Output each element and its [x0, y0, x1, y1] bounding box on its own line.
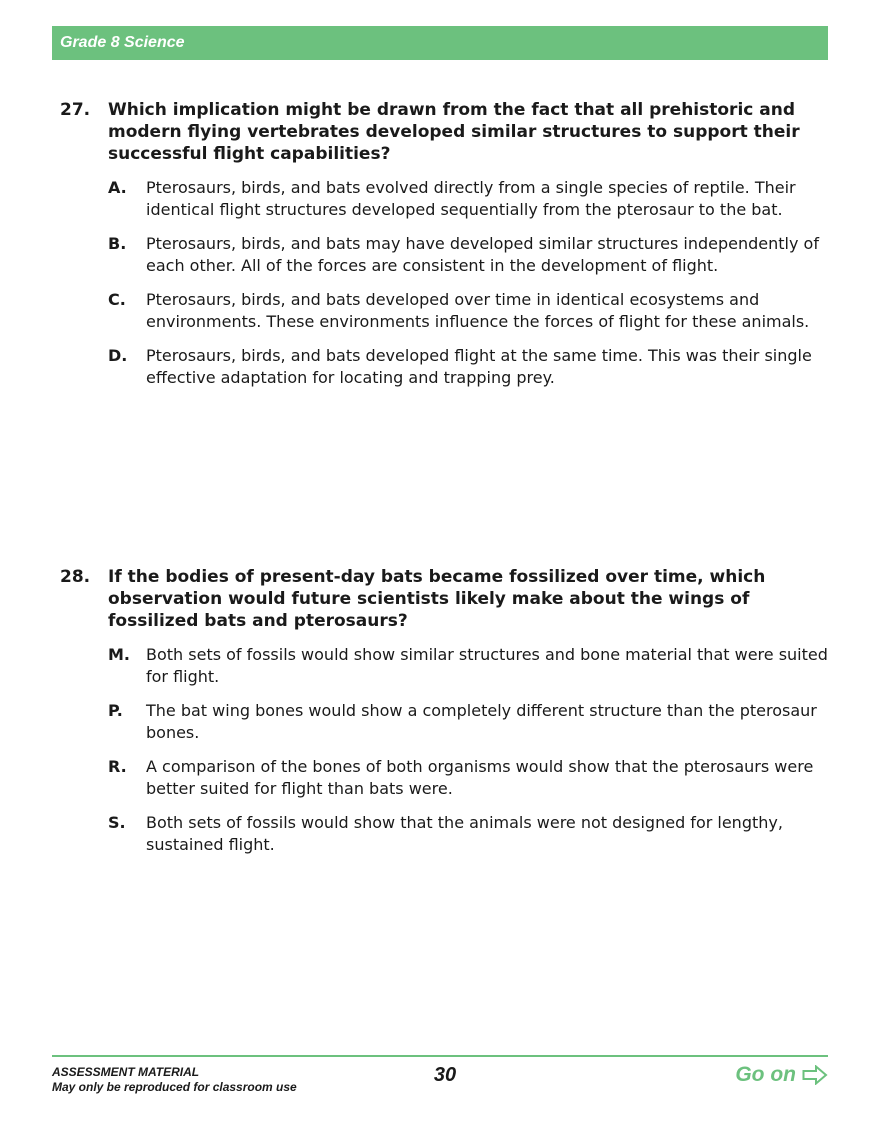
- answer-options: [108, 177, 830, 389]
- assessment-notice-line-1: ASSESSMENT MATERIAL: [52, 1065, 200, 1079]
- option-text: Pterosaurs, birds, and bats may have developed similar structures independently of each other. All of the forces are consistent in the development of flight.: [146, 234, 819, 275]
- option-text: Both sets of fossils would show similar structures and bone material that were suited for flight.: [146, 645, 828, 686]
- page-number: 30: [433, 1064, 457, 1086]
- option-text: A comparison of the bones of both organisms would show that the pterosaurs were better suited for flight than bats were.: [146, 757, 814, 798]
- question-28: [60, 566, 830, 868]
- option-letter: C.: [108, 290, 126, 309]
- question-27: [60, 99, 830, 401]
- answer-option-b[interactable]: [108, 233, 830, 277]
- answer-option-c[interactable]: [108, 289, 830, 333]
- option-text: Pterosaurs, birds, and bats developed flight at the same time. This was their single effective adaptation for locating and trapping prey.: [146, 346, 812, 387]
- option-letter: A.: [108, 178, 127, 197]
- answer-option-m[interactable]: [108, 644, 830, 688]
- answer-option-s[interactable]: [108, 812, 830, 856]
- assessment-notice-line-2: May only be reproduced for classroom use: [52, 1080, 297, 1094]
- arrow-right-icon: [802, 1065, 828, 1085]
- option-text: Pterosaurs, birds, and bats evolved directly from a single species of reptile. Their identical flight structures developed sequentially from the pterosaur to the bat.: [146, 178, 796, 219]
- assessment-notice: [52, 1065, 297, 1095]
- go-on-label: Go on: [735, 1063, 796, 1086]
- footer-divider: [52, 1055, 828, 1057]
- option-letter: P.: [108, 701, 123, 720]
- go-on-button[interactable]: [735, 1063, 828, 1087]
- option-letter: B.: [108, 234, 127, 253]
- answer-option-a[interactable]: [108, 177, 830, 221]
- answer-option-p[interactable]: [108, 700, 830, 744]
- answer-option-r[interactable]: [108, 756, 830, 800]
- answer-options: [108, 644, 830, 856]
- question-text: If the bodies of present-day bats became fossilized over time, which observation would future scientists likely make about the wings of fossilized bats and pterosaurs?: [108, 567, 766, 631]
- option-letter: M.: [108, 645, 130, 664]
- question-text: Which implication might be drawn from the fact that all prehistoric and modern flying vertebrates developed similar structures to support their successful flight capabilities?: [108, 100, 800, 164]
- question-number: 28.: [60, 567, 91, 587]
- option-letter: R.: [108, 757, 127, 776]
- option-text: Both sets of fossils would show that the animals were not designed for lengthy, sustained flight.: [146, 813, 783, 854]
- header-title: Grade 8 Science: [60, 34, 185, 51]
- answer-option-d[interactable]: [108, 345, 830, 389]
- option-letter: S.: [108, 813, 126, 832]
- option-text: The bat wing bones would show a completely different structure than the pterosaur bones.: [146, 701, 817, 742]
- option-text: Pterosaurs, birds, and bats developed over time in identical ecosystems and environments. These environments influence the forces of flight for these animals.: [146, 290, 810, 331]
- question-number: 27.: [60, 100, 91, 120]
- header-bar: [52, 26, 828, 60]
- option-letter: D.: [108, 346, 128, 365]
